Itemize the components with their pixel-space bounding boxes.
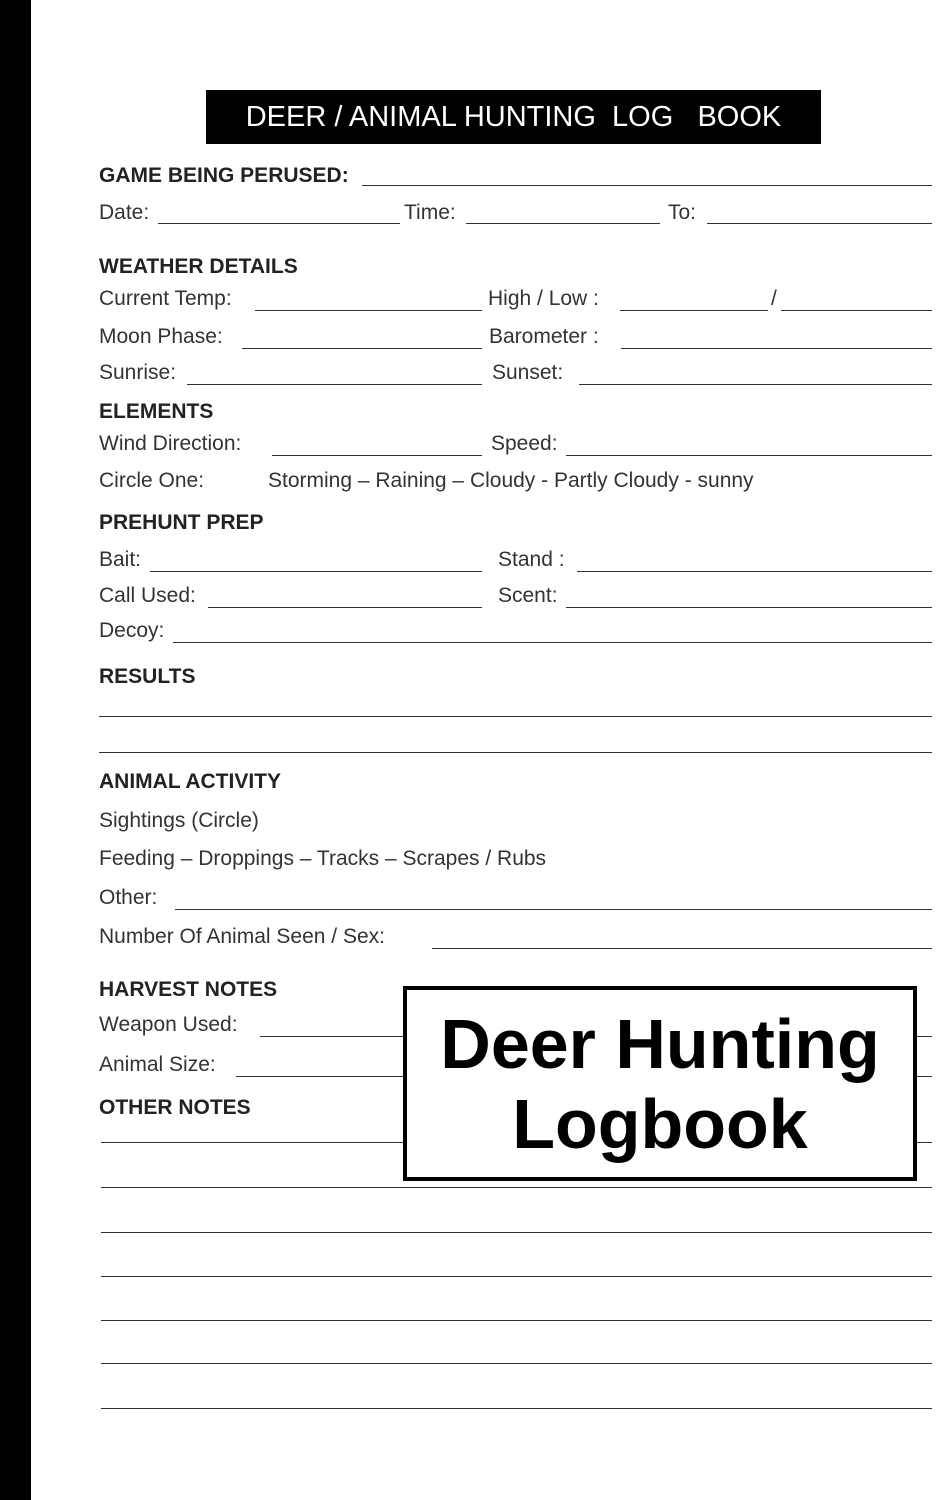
- weather-heading: WEATHER DETAILS: [99, 255, 298, 278]
- wind-direction-field-line[interactable]: [272, 455, 482, 456]
- moon-phase-field-line[interactable]: [242, 348, 482, 349]
- sunset-label: Sunset:: [492, 361, 564, 384]
- sightings-options[interactable]: Feeding – Droppings – Tracks – Scrapes / Rubs: [99, 847, 547, 870]
- results-line[interactable]: [99, 752, 932, 753]
- results-line[interactable]: [99, 716, 932, 717]
- other-notes-heading: OTHER NOTES: [99, 1096, 251, 1119]
- sunset-field-line[interactable]: [579, 384, 932, 385]
- current-temp-label: Current Temp:: [99, 287, 232, 310]
- circle-one-label: Circle One:: [99, 469, 205, 492]
- page-title: DEER / ANIMAL HUNTING LOG BOOK: [206, 90, 821, 144]
- bait-field-line[interactable]: [150, 571, 482, 572]
- time-field-line[interactable]: [466, 223, 660, 224]
- other-label: Other:: [99, 886, 158, 909]
- high-field-line[interactable]: [620, 310, 768, 311]
- speed-label: Speed:: [491, 432, 558, 455]
- other-field-line[interactable]: [175, 909, 932, 910]
- prehunt-heading: PREHUNT PREP: [99, 511, 264, 534]
- scent-label: Scent:: [498, 584, 558, 607]
- time-label: Time:: [404, 201, 456, 224]
- animal-size-label: Animal Size:: [99, 1053, 216, 1076]
- notes-line[interactable]: [101, 1232, 932, 1233]
- stand-label: Stand :: [498, 548, 565, 571]
- speed-field-line[interactable]: [566, 455, 932, 456]
- elements-heading: ELEMENTS: [99, 400, 214, 423]
- low-field-line[interactable]: [781, 310, 932, 311]
- cover-title-line2: Logbook: [512, 1085, 808, 1163]
- weather-condition-options[interactable]: Storming – Raining – Cloudy - Partly Cloudy - sunny: [268, 469, 754, 492]
- high-low-separator: /: [771, 287, 777, 310]
- call-used-label: Call Used:: [99, 584, 196, 607]
- sunrise-field-line[interactable]: [187, 384, 482, 385]
- call-used-field-line[interactable]: [208, 607, 482, 608]
- game-field-line[interactable]: [362, 185, 932, 186]
- sunrise-label: Sunrise:: [99, 361, 177, 384]
- weapon-used-label: Weapon Used:: [99, 1013, 238, 1036]
- results-heading: RESULTS: [99, 665, 196, 688]
- notes-line[interactable]: [101, 1276, 932, 1277]
- wind-direction-label: Wind Direction:: [99, 432, 242, 455]
- number-seen-field-line[interactable]: [432, 948, 932, 949]
- barometer-field-line[interactable]: [621, 348, 932, 349]
- date-field-line[interactable]: [158, 223, 400, 224]
- decoy-field-line[interactable]: [173, 642, 932, 643]
- notes-line[interactable]: [101, 1320, 932, 1321]
- game-heading: GAME BEING PERUSED:: [99, 164, 349, 187]
- barometer-label: Barometer :: [489, 325, 599, 348]
- cover-title-line1: Deer Hunting: [440, 1005, 880, 1083]
- notes-line[interactable]: [101, 1187, 932, 1188]
- cover-title-box: [403, 986, 917, 1181]
- decoy-label: Decoy:: [99, 619, 165, 642]
- to-field-line[interactable]: [707, 223, 932, 224]
- stand-field-line[interactable]: [577, 571, 932, 572]
- high-low-label: High / Low :: [488, 287, 599, 310]
- to-label: To:: [668, 201, 697, 224]
- date-label: Date:: [99, 201, 150, 224]
- animal-activity-heading: ANIMAL ACTIVITY: [99, 770, 281, 793]
- current-temp-field-line[interactable]: [255, 310, 482, 311]
- scent-field-line[interactable]: [566, 607, 932, 608]
- notes-line[interactable]: [101, 1363, 932, 1364]
- book-spine: [0, 0, 31, 1500]
- notes-line[interactable]: [101, 1408, 932, 1409]
- moon-phase-label: Moon Phase:: [99, 325, 223, 348]
- bait-label: Bait:: [99, 548, 142, 571]
- sightings-label: Sightings (Circle): [99, 809, 259, 832]
- harvest-heading: HARVEST NOTES: [99, 978, 278, 1001]
- number-seen-label: Number Of Animal Seen / Sex:: [99, 925, 385, 948]
